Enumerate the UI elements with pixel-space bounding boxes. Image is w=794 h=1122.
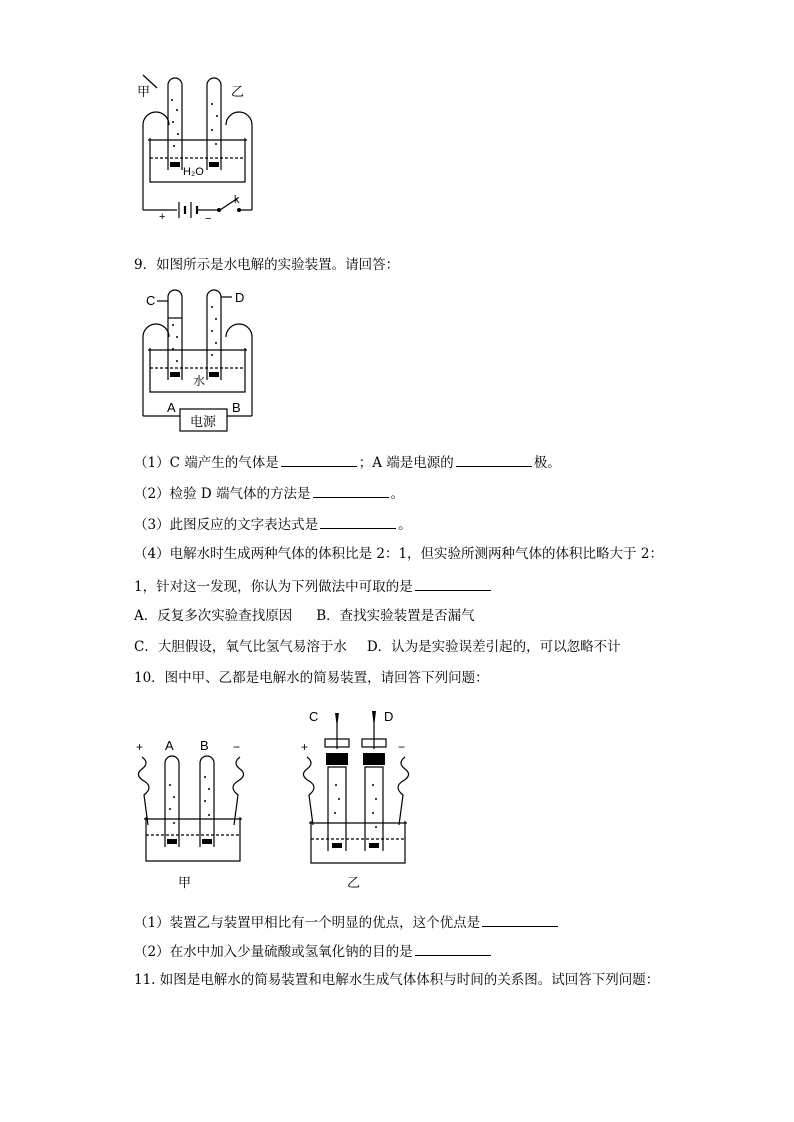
q9-part1 [134,452,561,472]
q9-part2-text-a: （2）检验 D 端气体的方法是 [134,486,311,502]
q9-part3-text-b: 。 [398,517,412,533]
q9-blank-expression[interactable] [320,514,396,529]
q10-part1-text: （1）装置乙与装置甲相比有一个明显的优点，这个优点是 [134,915,481,931]
q9-part1-text-c: 极。 [533,455,561,471]
q9-part4-line2-text: 1，针对这一发现，你认为下列做法中可取的是 [134,579,413,595]
q10-jia-diagram [130,735,255,895]
label-b: B [232,400,241,415]
figure-q9-electrolysis [135,285,265,435]
q9-electrolysis-diagram [135,285,265,435]
q9-part2 [134,483,404,503]
q9-option-d[interactable]: D．认为是实验误差引起的，可以忽略不计 [366,639,621,655]
figure-q10-yi [295,705,420,895]
q9-part3 [134,514,412,534]
yi-caption: 乙 [347,875,361,890]
switch-label: k [234,194,240,206]
jia-label-a: A [165,738,174,753]
yi-minus: − [398,740,406,754]
q9-options-ab [134,607,475,625]
yi-plus: + [301,740,309,754]
label-a: A [167,400,176,415]
figure-top-electrolysis [135,70,265,220]
q9-options-cd [134,638,621,656]
q9-part1-text-a: （1）C 端产生的气体是 [134,455,279,471]
q9-part1-text-b: ；A 端是电源的 [358,455,454,471]
q10-blank-advantage[interactable] [482,912,558,927]
top-electrolysis-diagram [135,70,265,220]
q10-part2 [134,941,493,961]
label-d: D [235,290,245,305]
yi-label-d: D [384,709,394,724]
q9-blank-choice[interactable] [415,576,491,591]
power-source-label: 电源 [190,414,217,429]
figure-q10-jia [130,735,255,895]
battery-plus: + [159,211,166,220]
water-label: 水 [193,374,206,388]
q9-option-a[interactable]: A．反复多次实验查找原因 [134,608,293,624]
q10-part2-text: （2）在水中加入少量硫酸或氢氧化钠的目的是 [134,944,413,960]
battery-minus: − [205,213,212,220]
jia-label-b: B [200,738,209,753]
jia-caption: 甲 [178,875,192,890]
q9-option-c[interactable]: C．大胆假设，氧气比氢气易溶于水 [134,639,347,655]
label-c: C [146,293,156,308]
q9-option-b[interactable]: B．查找实验装置是否漏气 [316,608,475,624]
q10-part1 [134,912,560,932]
q9-blank-pole-a[interactable] [456,452,532,467]
label-jia: 甲 [137,84,151,99]
q9-part4-line2 [134,576,493,596]
q10-title: 10．图中甲、乙都是电解水的简易装置，请回答下列问题： [134,670,489,686]
yi-label-c: C [309,709,319,724]
q10-yi-diagram [295,705,420,895]
q9-part4-line1: （4）电解水时生成两种气体的体积比是 2：1，但实验所测两种气体的体积比略大于 2： [134,546,663,562]
water-formula: H₂O [183,166,204,178]
q9-part2-text-b: 。 [390,486,404,502]
q11-title: 11. 如图是电解水的简易装置和电解水生成气体体积与时间的关系图。试回答下列问题： [134,972,660,988]
q9-blank-test-method[interactable] [313,483,389,498]
jia-minus: − [233,740,241,754]
jia-plus: + [136,740,144,754]
q9-part3-text-a: （3）此图反应的文字表达式是 [134,517,319,533]
q9-blank-gas-c[interactable] [281,452,357,467]
label-yi: 乙 [231,84,245,99]
q10-blank-purpose[interactable] [415,941,491,956]
q9-title: 9．如图所示是水电解的实验装置。请回答： [134,257,400,273]
